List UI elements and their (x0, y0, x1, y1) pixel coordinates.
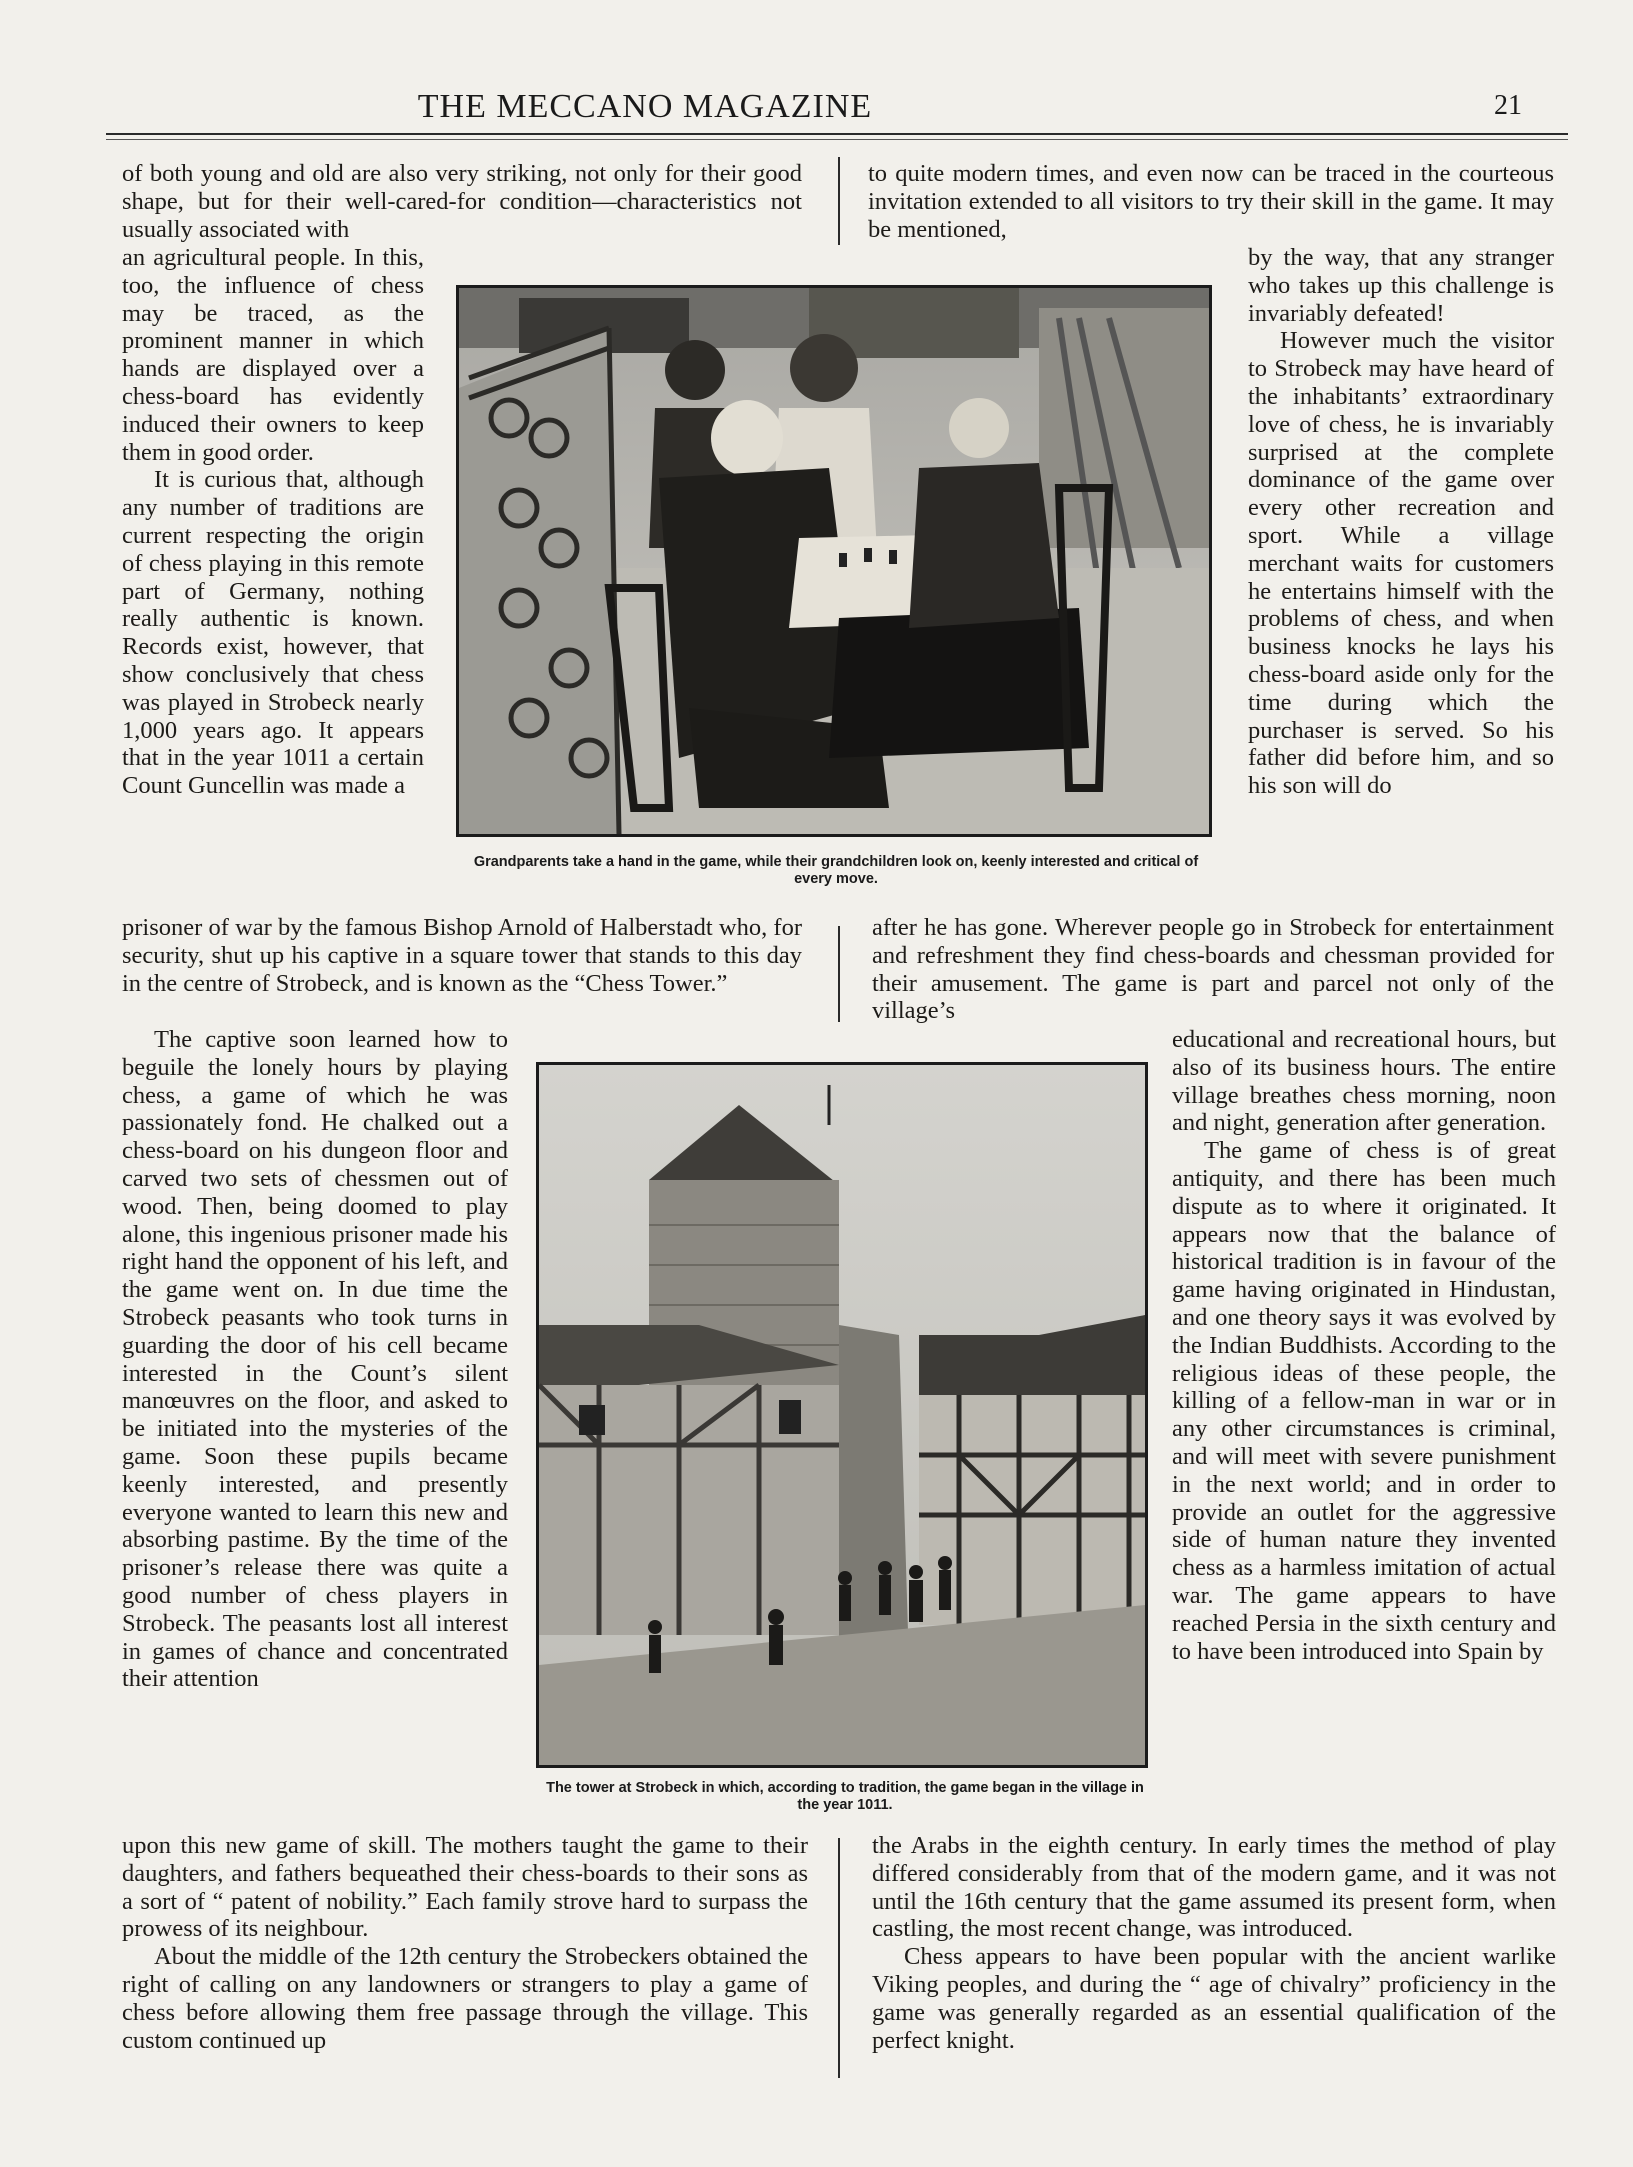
page-number: 21 (1494, 90, 1522, 121)
magazine-title: THE MECCANO MAGAZINE (417, 88, 873, 125)
left-column-mid-full: prisoner of war by the famous Bishop Arnold of Halberstadt who, for security, shut up his captive in a square tower that stands to this day in the centre of Strobeck, and is known as the “Chess Tower.” (122, 914, 802, 997)
tower-photo (536, 1062, 1148, 1768)
header-rule (106, 133, 1568, 135)
chess-game-caption: Grandparents take a hand in the game, while their grandchildren look on, keenly interested and critical of every move. (473, 854, 1199, 887)
right-column-bottom-full: the Arabs in the eighth century. In early times the method of play differed considerably from that of the modern game, and it was not until the 16th century that the game assumed its present form, when castling, the most recent change, was introduced. Chess appears to have been popular with the ancient warlike Viking peoples, and during the “ age of chivalry” proficiency in the game was generally regarded as an essential qualification of the perfect knight. (872, 1832, 1556, 2054)
chess-game-photo (456, 285, 1212, 837)
column-divider-bottom (838, 1838, 840, 2078)
right-column-narrow-mid: educational and recreational hours, but also of its business hours. The entire village breathes chess morning, noon and night, generation after generation. The game of chess is of great antiquity, and there has been much dispute as to where it originated. It appears now that the balance of historical tradition is in favour of the game having originated in Hindustan, and one theory says it was evolved by the Indian Buddhists. According to the religious ideas of these people, the killing of a fellow-man in war or in any other circumstances is criminal, and will meet with severe punishment in the next world; and in order to provide an outlet for the aggressive side of human nature they invented chess as a harmless imitation of actual war. The game appears to have reached Persia in the sixth century and to have been introduced into Spain by (1172, 1026, 1556, 1665)
column-divider-middle (838, 926, 840, 1022)
tower-illustration (539, 1065, 1145, 1765)
header-rule-thin (106, 139, 1568, 140)
column-divider-top (838, 157, 840, 245)
left-column-bottom-full: upon this new game of skill. The mothers taught the game to their daughters, and fathers bequeathed their chess-boards to their sons as a sort of “ patent of nobility.” Each family strove hard to surpass the prowess of its neighbour. About the middle of the 12th century the Strobeckers obtained the right of calling on any landowners or strangers to play a game of chess before allowing them free passage through the village. This custom continued up (122, 1832, 808, 2054)
right-column-narrow-top: by the way, that any stranger who takes up this challenge is invariably defeated! However much the visitor to Strobeck may have heard of the inhabitants’ extraordinary love of chess, he is invariably surprised at the complete dominance of the game over every other recreation and sport. While a village merchant waits for customers he entertains himself with the problems of chess, and when business knocks he lays his chess-board aside only for the time during which the purchaser is served. So his father did before him, and so his son will do (1248, 244, 1554, 800)
tower-caption: The tower at Strobeck in which, according to tradition, the game began in the village in the year 1011. (546, 1780, 1144, 1813)
right-column-top-full: to quite modern times, and even now can be traced in the courteous invitation extended to all visitors to try their skill in the game. It may be mentioned, (868, 160, 1554, 243)
left-column-top-full: of both young and old are also very striking, not only for their good shape, but for their well-cared-for condition—characteristics not usually associated with (122, 160, 802, 243)
left-column-narrow-top: an agricultural people. In this, too, the influence of chess may be traced, as the prominent manner in which hands are displayed over a chess-board has evidently induced their owners to keep them in good order. It is curious that, although any number of traditions are current respecting the origin of chess playing in this remote part of Germany, nothing really authentic is known. Records exist, however, that show conclusively that chess was played in Strobeck nearly 1,000 years ago. It appears that in the year 1011 a certain Count Guncellin was made a (122, 244, 424, 800)
chess-game-illustration (459, 288, 1209, 834)
left-column-narrow-mid: The captive soon learned how to beguile the lonely hours by playing chess, a game of which he was passionately fond. He chalked out a chess-board on his dungeon floor and carved two sets of chessmen out of wood. Then, being doomed to play alone, this ingenious prisoner made his right hand the opponent of his left, and the game went on. In due time the Strobeck peasants who took turns in guarding the door of his cell became interested in the Count’s silent manœuvres on the floor, and asked to be initiated into the mysteries of the game. Soon these pupils became keenly interested, and presently everyone wanted to learn this new and absorbing pastime. By the time of the prisoner’s release there was quite a good number of chess players in Strobeck. The peasants lost all interest in games of chance and concentrated their attention (122, 1026, 508, 1693)
right-column-mid-full: after he has gone. Wherever people go in Strobeck for entertainment and refreshment they find chess-boards and chessman provided for their amusement. The game is part and parcel not only of the village’s (872, 914, 1554, 1025)
